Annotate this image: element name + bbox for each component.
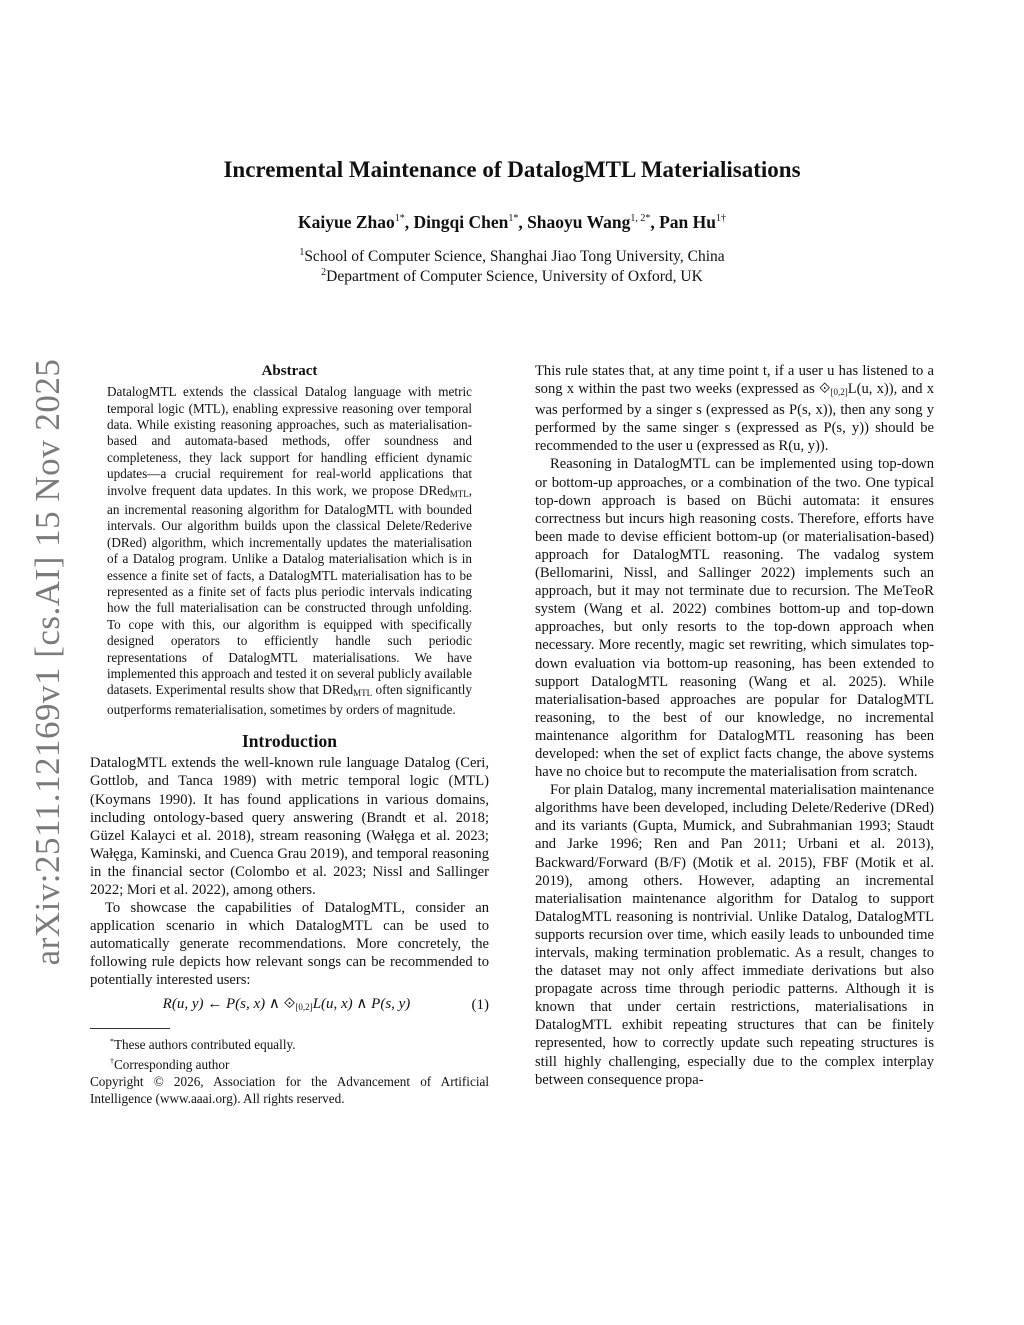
- paper-title: Incremental Maintenance of DatalogMTL Materialisations: [223, 157, 801, 182]
- abstract-heading: Abstract: [261, 363, 318, 379]
- footnote-rule: [90, 1028, 170, 1029]
- subscript: MTL: [353, 688, 373, 699]
- author-mark: 1, 2*: [630, 213, 651, 224]
- equation-formula: [90, 995, 463, 1016]
- subscript: MTL: [449, 488, 469, 499]
- introduction-heading: Introduction: [242, 731, 337, 752]
- arxiv-stamp: arXiv:2511.12169v1 [cs.AI] 15 Nov 2025: [28, 358, 67, 966]
- affiliation-text: Department of Computer Science, University of Oxford, UK: [326, 268, 703, 285]
- subscript: [0,2]: [295, 1001, 313, 1012]
- diamond-minus-operator: ⟐: [818, 381, 831, 398]
- introduction-paragraph: DatalogMTL extends the well-known rule language Datalog (Ceri, Gottlob, and Tanca 1989) with metric temporal logic (MTL) (Koymans 1990). It has found applications in various domains, including ontology-based query answering (Brandt et al. 2018; Güzel Kalayci et al. 2018), stream reasoning (Wałęga et al. 2023; Wałęga, Kaminski, and Cuenca Grau 2019), and temporal reasoning in the financial sector (Colombo et al. 2023; Nissl and Sallinger 2022; Mori et al. 2022), among others.: [90, 755, 489, 898]
- copyright-notice: Copyright © 2026, Association for the Advancement of Artificial Intelligence (www.aaai.org). All rights reserved.: [90, 1073, 489, 1106]
- affiliation-mark: 2: [321, 267, 327, 278]
- equation-part: L(u, x) ∧ P(s, y): [312, 995, 411, 1012]
- affiliation-text: School of Computer Science, Shanghai Jiao Tong University, China: [304, 248, 725, 265]
- abstract-part: often significantly outperforms rematerialisation, sometimes by orders of magnitude.: [107, 682, 472, 717]
- left-column: [90, 362, 489, 1107]
- affiliation: [0, 267, 1024, 286]
- author-name: Shaoyu Wang: [527, 212, 631, 232]
- author-mark: 1*: [394, 213, 405, 224]
- footnote-mark: *: [110, 1036, 114, 1046]
- subscript: [0,2]: [830, 387, 848, 398]
- affiliation: [0, 247, 1024, 266]
- author-list: Kaiyue Zhao$^{1*}$, Dingqi Chen$^{1*}$, Shaoyu Wang$^{1, 2*}$, Pan $Hu^{1\dagger}$: [297, 212, 727, 232]
- footnote-mark: †: [110, 1056, 114, 1066]
- paragraph-part: This rule states that, at any time point t, if a user u has listened to a song x within the past two weeks (expressed as: [535, 363, 934, 398]
- body-paragraph: For plain Datalog, many incremental materialisation maintenance algorithms have been developed, including Delete/Rederive (DRed) and its variants (Gupta, Mumick, and Subrahmanian 1993; Staudt and Jarke 1996; Ren and Pan 2011; Urbani et al. 2013), Backward/Forward (B/F) (Motik et al. 2015), FBF (Motik et al. 2019), among others. However, adapting an incremental materialisation maintenance algorithm for Datalog to support DatalogMTL reasoning is nontrivial. Unlike Datalog, DatalogMTL supports recursion over time, which easily leads to unbounded time intervals, making termination problematic. As a result, changes to the dataset may not only affect immediate derivations but also propagate across time through periodic patterns. Although it is known that under certain restrictions, materialisations in DatalogMTL exhibit repeating structures that can be finitely represented, how to correctly update such repeating structures is still highly challenging, especially due to the complex interplay between consequence propa-: [535, 782, 934, 1088]
- introduction-paragraph: To showcase the capabilities of DatalogMTL, consider an application scenario in which DatalogMTL can be used to automatically generate recommendations. More concretely, the following rule depicts how relevant songs can be recommended to potentially interested users:: [90, 900, 489, 989]
- equation-part: R(u, y) ← P(s, x) ∧: [162, 995, 284, 1012]
- right-column: [535, 362, 934, 1089]
- author-name: Dingqi Chen: [413, 212, 509, 232]
- abstract-part: , an incremental reasoning algorithm for DatalogMTL with bounded intervals. Our algorithm builds upon the classical Delete/Rederive (DRed) algorithm, which incrementally updates the materialisation of a Datalog program. Unlike a Datalog materialisation which is in essence a finite set of facts, a DatalogMTL materialisation has to be represented as a finite set of facts plus periodic intervals indicating how the full materialisation can be constructed through unfolding. To cope with this, our algorithm is equipped with specifically designed operators to efficiently handle such periodic representations of DatalogMTL materialisations. We have implemented this approach and tested it on several publicly available datasets. Experimental results show that DRed: [107, 482, 472, 698]
- equation-number: (1): [471, 997, 489, 1014]
- footnote: [90, 1053, 489, 1073]
- affiliation-mark: 1: [299, 247, 305, 258]
- footnote-text: These authors contributed equally.: [114, 1036, 296, 1052]
- abstract-text: [90, 384, 489, 718]
- paragraph-part: L(u, x)), and x was performed by a singer s (expressed as P(s, x)), then any song y performed by the same singer s (expressed as P(s, y)) should be recommended to the user u (expressed as R(u, y)).: [535, 381, 934, 455]
- footnote: [90, 1033, 489, 1053]
- body-paragraph: Reasoning in DatalogMTL can be implemented using top-down or bottom-up approaches, or a combination of the two. One typical top-down approach is based on Büchi automata: it ensures correctness but incurs high reasoning costs. Therefore, efforts have been made to devise efficient bottom-up (or materialisation-based) approach for DatalogMTL reasoning. The vadalog system (Bellomarini, Nissl, and Sallinger 2022) implements such an approach, but it may not terminate due to recursion. The MeTeoR system (Wang et al. 2022) combines bottom-up and top-down approaches, but only resorts to the top-down approach when necessary. More recently, magic set rewriting, which simulates top-down evaluation via bottom-up reasoning, has been extended to support DatalogMTL reasoning (Wang et al. 2025). While materialisation-based approaches are popular for DatalogMTL reasoning, to the best of our knowledge, no incremental maintenance algorithm for DatalogMTL reasoning has been developed: when the set of explict facts change, the above systems have no choice but to recompute the materialisation from scratch.: [535, 456, 934, 781]
- author-name: Pan Hu: [659, 212, 717, 232]
- abstract-part: DatalogMTL extends the classical Datalog language with metric temporal logic (MTL), enabling expressive reasoning over temporal data. While existing reasoning approaches, such as materialisation-based and automata-based methods, offer soundness and completeness, they lack support for handling efficient dynamic updates—a crucial requirement for real-world applications that involve frequent data updates. In this work, we propose DRed: [107, 384, 472, 498]
- author-name: Kaiyue Zhao: [297, 212, 395, 232]
- body-paragraph: [535, 362, 934, 455]
- equation: [90, 990, 489, 1022]
- author-mark: 1*: [508, 213, 519, 224]
- author-mark: 1†: [716, 213, 727, 224]
- footnote-text: Corresponding author: [114, 1056, 230, 1072]
- diamond-minus-operator: ⟐: [283, 995, 296, 1012]
